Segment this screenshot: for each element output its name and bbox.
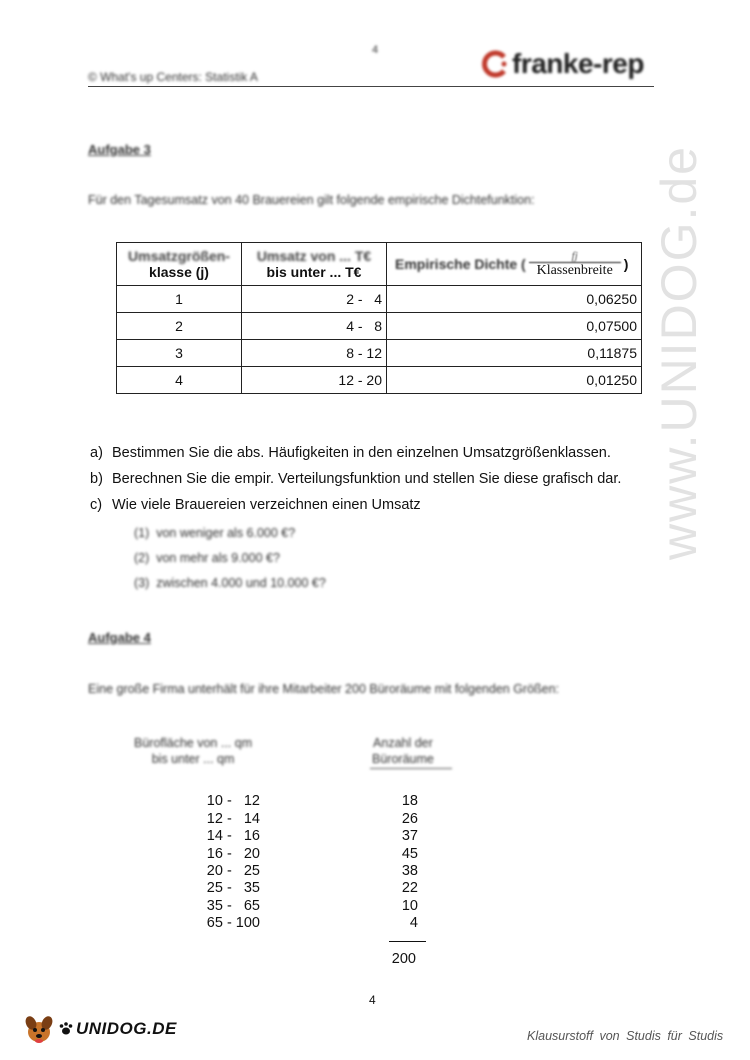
sum-rule — [389, 941, 426, 942]
brand-name: franke-rep — [512, 48, 644, 79]
area-count: 10 — [401, 898, 418, 914]
cell-umsatz: 4 - 8 — [242, 313, 387, 340]
aufgabe4-title: Aufgabe 4 — [88, 630, 151, 645]
task-text: Wie viele Brauereien verzeichnen einen Umsatz — [112, 497, 421, 513]
count-header-line1: Anzahl der — [373, 736, 433, 750]
table-row — [117, 367, 642, 394]
cell-klasse: 3 — [117, 340, 242, 367]
col-dichte-header — [387, 243, 642, 286]
cell-klasse: 2 — [117, 313, 242, 340]
area-column-header — [134, 735, 252, 767]
col-dichte-close: ) — [623, 256, 629, 272]
task-b — [90, 471, 621, 487]
area-range: 12 - 14 — [206, 811, 260, 827]
area-header-line1: Bürofläche von ... qm — [134, 736, 253, 750]
area-range: 20 - 25 — [206, 863, 260, 879]
cell-klasse: 1 — [117, 286, 242, 313]
density-fraction — [529, 250, 621, 279]
cell-dichte: 0,06250 — [387, 286, 642, 313]
aufgabe4-intro: Eine große Firma unterhält für ihre Mitarbeiter 200 Büroräume mit folgenden Größen: — [88, 682, 560, 696]
task-text: Bestimmen Sie die abs. Häufigkeiten in den einzelnen Umsatzgrößenklassen. — [112, 445, 611, 461]
aufgabe3-intro: Für den Tagesumsatz von 40 Brauereien gilt folgende empirische Dichtefunktion: — [88, 193, 535, 207]
page-number: 4 — [369, 993, 376, 1007]
area-count: 22 — [401, 880, 418, 896]
area-range: 25 - 35 — [206, 880, 260, 896]
header-rule — [88, 86, 654, 87]
col-klasse-header — [117, 243, 242, 286]
count-header-line2: Büroräume — [372, 752, 434, 766]
area-count: 38 — [401, 863, 418, 879]
area-range: 16 - 20 — [206, 846, 260, 862]
area-count: 37 — [401, 828, 418, 844]
cell-dichte: 0,07500 — [387, 313, 642, 340]
area-range: 65 - 100 — [206, 915, 260, 931]
cell-umsatz: 8 - 12 — [242, 340, 387, 367]
area-header-line2: bis unter ... qm — [151, 752, 235, 766]
area-range: 35 - 65 — [206, 898, 260, 914]
count-column-header — [372, 735, 434, 767]
unidog-logo — [22, 1012, 177, 1046]
col-dichte-label: Empirische Dichte ( — [395, 256, 526, 272]
area-count: 18 — [401, 793, 418, 809]
density-table-header — [117, 243, 642, 286]
cell-klasse: 4 — [117, 367, 242, 394]
col-umsatz-header-line2: bis unter ... T€ — [266, 264, 362, 280]
footer-slogan: Klausurstoff von Studis für Studis — [527, 1029, 724, 1043]
unidog-logo-text: UNIDOG.DE — [76, 1019, 177, 1038]
table-row — [117, 313, 642, 340]
paw-icon — [58, 1021, 74, 1037]
area-count: 4 — [409, 915, 418, 931]
dog-icon — [22, 1012, 56, 1046]
area-count: 45 — [401, 846, 418, 862]
fraction-denominator: Klassenbreite — [536, 262, 613, 278]
task-letter: c) — [90, 497, 103, 513]
col-klasse-header-line1: Umsatzgrößen- — [128, 248, 230, 264]
density-table — [116, 242, 642, 394]
top-page-number: 4 — [372, 44, 379, 56]
cell-dichte: 0,01250 — [387, 367, 642, 394]
brand-logo — [480, 48, 644, 80]
cell-dichte: 0,11875 — [387, 340, 642, 367]
col-umsatz-header-line1: Umsatz von ... T€ — [256, 248, 372, 264]
task-a — [90, 445, 611, 461]
brand-logo-icon — [480, 49, 510, 79]
table-row — [117, 340, 642, 367]
sum-value: 200 — [391, 951, 416, 967]
cell-umsatz: 12 - 20 — [242, 367, 387, 394]
watermark: www.UNIDOG.de — [651, 145, 707, 560]
subtask-2: (2) von mehr als 9.000 €? — [134, 551, 280, 565]
count-header-rule — [370, 768, 452, 769]
task-c — [90, 497, 421, 513]
col-klasse-header-line2: klasse (j) — [149, 264, 209, 280]
subtask-3: (3) zwischen 4.000 und 10.000 €? — [134, 576, 326, 590]
area-range: 10 - 12 — [206, 793, 260, 809]
area-range: 14 - 16 — [206, 828, 260, 844]
task-letter: a) — [90, 445, 103, 461]
col-umsatz-header — [242, 243, 387, 286]
table-row — [117, 286, 642, 313]
task-text: Berechnen Sie die empir. Verteilungsfunktion und stellen Sie diese grafisch dar. — [112, 471, 622, 487]
task-letter: b) — [90, 471, 103, 487]
cell-umsatz: 2 - 4 — [242, 286, 387, 313]
header-source-text: © What's up Centers: Statistik A — [88, 70, 258, 84]
subtask-1: (1) von weniger als 6.000 €? — [134, 526, 296, 540]
area-count: 26 — [401, 811, 418, 827]
aufgabe3-title: Aufgabe 3 — [88, 142, 151, 157]
fraction-numerator: fj — [529, 250, 621, 263]
